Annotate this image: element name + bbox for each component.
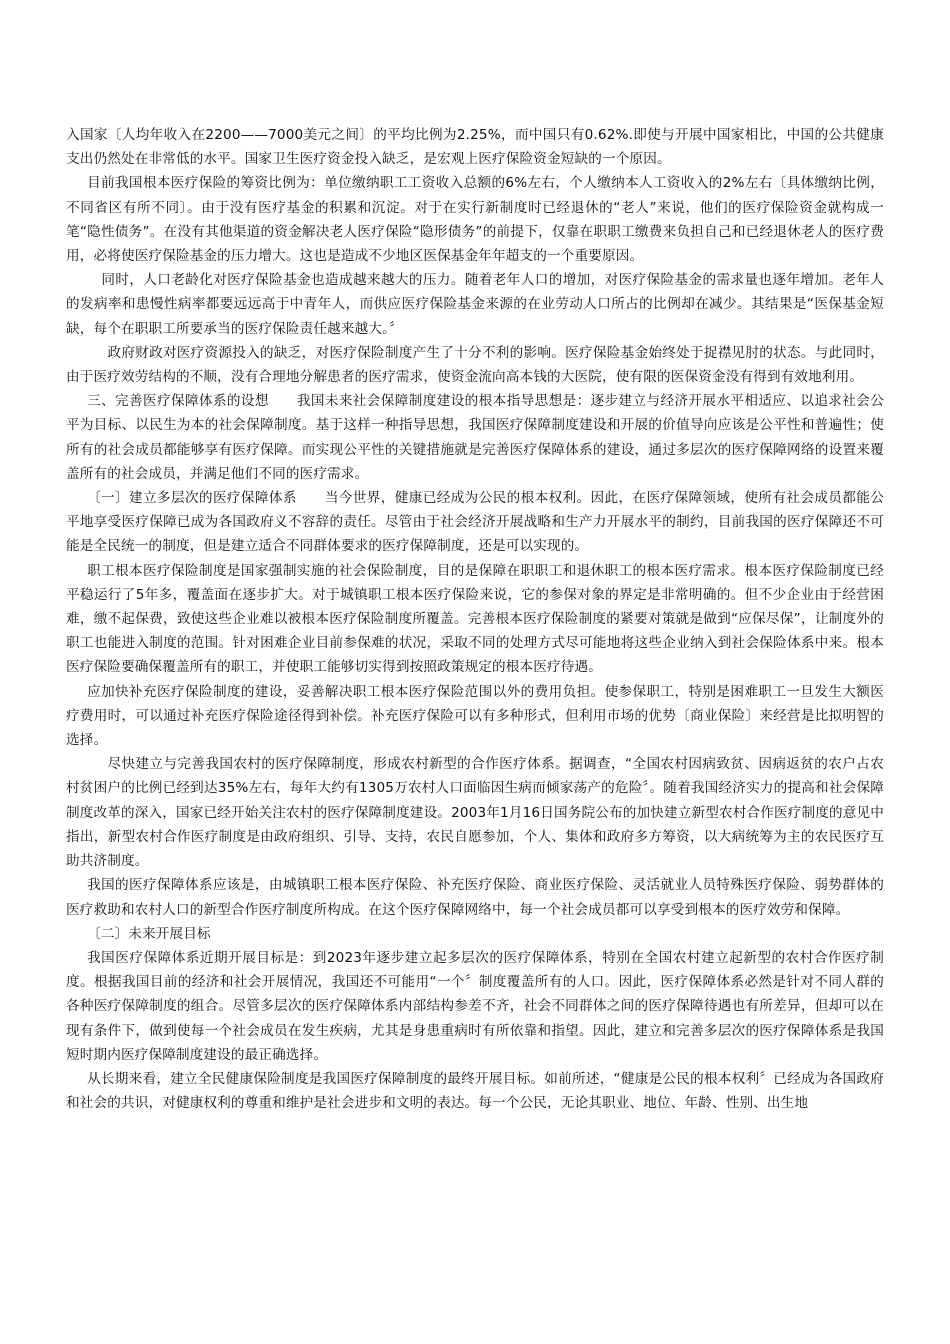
paragraph-multi-level-system: 〔一〕建立多层次的医疗保障体系 当今世界，健康已经成为公民的根本权利。因此，在医疗保障领域，使所有社会成员都能公平地享受医疗保障已成为各国政府义不容辞的责任。尽管由于社会经济开展战略和生产力开展水平的制约，目前我国的医疗保障还不可能是全民统一的制度，但是建立适合不同群体要求的医疗保障制度，还是可以实现的。: [66, 490, 884, 555]
paragraph-funding-ratio: 目前我国根本医疗保险的筹资比例为：单位缴纳职工工资收入总额的6%左右，个人缴纳本人工资收入的2%左右〔具体缴纳比例，不同省区有所不同〕。由于没有医疗基金的积累和沉淀。对于在实行新制度时已经退休的“老人”来说，他们的医疗保险资金就构成一笔“隐性债务”。在没有其他渠道的资金解决老人医疗保险“隐形债务”的前提下，仅靠在职职工缴费来负担自己和已经退休老人的医疗费用，必将使医疗保险基金的压力增大。这也是造成不少地区医保基金年年超支的一个重要原因。: [66, 175, 884, 265]
paragraph-system-composition: 我国的医疗保障体系应该是，由城镇职工根本医疗保险、补充医疗保险、商业医疗保险、灵活就业人员特殊医疗保险、弱势群体的医疗救助和农村人口的新型合作医疗制度所构成。在这个医疗保障网络中，每一个社会成员都可以享受到根本的医疗效劳和保障。: [66, 877, 884, 918]
paragraph-basic-insurance: 职工根本医疗保险制度是国家强制实施的社会保险制度，目的是保障在职职工和退休职工的根本医疗需求。根本医疗保险制度已经平稳运行了5年多，覆盖面在逐步扩大。对于城镇职工根本医疗保险来说，它的参保对象的界定是非常明确的。但不少企业由于经营困难，缴不起保费，致使这些企业难以被根本医疗保险制度所覆盖。完善根本医疗保险制度的紧要对策就是做到“应保尽保”，让制度外的职工也能进入制度的范围。针对困难企业目前参保难的状况，采取不同的处理方式尽可能地将这些企业纳入到社会保险体系中来。根本医疗保险要确保覆盖所有的职工，并使职工能够切实得到按照政策规定的根本医疗待遇。: [66, 562, 884, 676]
paragraph-aging-pressure: 同时，人口老龄化对医疗保险基金也造成越来越大的压力。随着老年人口的增加，对医疗保险基金的需求量也逐年增加。老年人的发病率和患慢性病率都要远远高于中青年人，而供应医疗保险基金来源的在业劳动人口所占的比例却在减少。其结果是“医保基金短缺，每个在职职工所要承当的医疗保险责任越来越大。〞: [66, 272, 884, 337]
paragraph-rural-cooperative: 尽快建立与完善我国农村的医疗保障制度，形成农村新型的合作医疗体系。据调查，“全国农村因病致贫、因病返贫的农户占农村贫困户的比例已经到达35%左右，每年大约有1305万农村人口面临因生病而倾家荡产的危险〞。随着我国经济实力的提高和社会保障制度改革的深入，国家已经开始关注农村的医疗保障制度建设。2003年1月16日国务院公布的加快建立新型农村合作医疗制度的意见中指出，新型农村合作医疗制度是由政府组织、引导、支持，农民自愿参加，个人、集体和政府多方筹资，以大病统筹为主的农民医疗互助共济制度。: [66, 756, 884, 870]
section-heading-future-goals: 〔二〕未来开展目标: [87, 925, 211, 942]
paragraph-health-spending: 入国家〔人均年收入在2200——7000美元之间〕的平均比例为2.25%，而中国只有0.62%.即使与开展中国家相比，中国的公共健康支出仍然处在非常低的水平。国家卫生医疗资金投入缺乏，是宏观上医疗保险资金短缺的一个原因。: [66, 127, 884, 168]
paragraph-supplementary-insurance: 应加快补充医疗保险制度的建设，妥善解决职工根本医疗保险范围以外的费用负担。使参保职工，特别是困难职工一旦发生大额医疗费用时，可以通过补充医疗保险途径得到补偿。补充医疗保险可以有多种形式，但利用市场的优势〔商业保险〕来经营是比拟明智的选择。: [66, 683, 884, 749]
paragraph-long-term-goals: 从长期来看，建立全民健康保险制度是我国医疗保障制度的最终开展目标。如前所述，“健康是公民的根本权利〞已经成为各国政府和社会的共识，对健康权利的尊重和维护是社会进步和文明的表达。每一个公民，无论其职业、地位、年龄、性别、出生地: [66, 1070, 884, 1112]
paragraph-near-term-goals: 我国医疗保障体系近期开展目标是：到2023年逐步建立起多层次的医疗保障体系，特别在全国农村建立起新型的农村合作医疗制度。根据我国目前的经济和社会开展情况，我国还不可能用“一个〞制度覆盖所有的人口。因此，医疗保障体系必然是针对不同人群的各种医疗保障制度的组合。尽管多层次的医疗保障体系内部结构参差不齐，社会不同群体之间的医疗保障待遇也有所差异，但却可以在现有条件下，做到使每一个社会成员在发生疾病，尤其是身患重病时有所依靠和指望。因此，建立和完善多层次的医疗保障体系是我国短时期内医疗保障制度建设的最正确选择。: [66, 949, 884, 1063]
paragraph-fiscal-shortage: 政府财政对医疗资源投入的缺乏，对医疗保险制度产生了十分不利的影响。医疗保险基金始终处于捉襟见肘的状态。与此同时，由于医疗效劳结构的不顺，没有合理地分解患者的医疗需求，使资金流向高本钱的大医院，使有限的医保资金没有得到有效地利用。: [66, 344, 884, 386]
document-body: [66, 123, 884, 1115]
paragraph-section-three: 三、完善医疗保障体系的设想 我国未来社会保障制度建设的根本指导思想是：逐步建立与经济开展水平相适应、以追求社会公平为目标、以民生为本的社会保障制度。基于这样一种指导思想，我国医疗保障制度建设和开展的价值导向应该是公平性和普遍性；使所有的社会成员都能够享有医疗保障。而实现公平性的关键措施就是完善医疗保障体系的建设，通过多层次的医疗保障网络的设置来覆盖所有的社会成员，并满足他们不同的医疗需求。: [66, 393, 884, 482]
